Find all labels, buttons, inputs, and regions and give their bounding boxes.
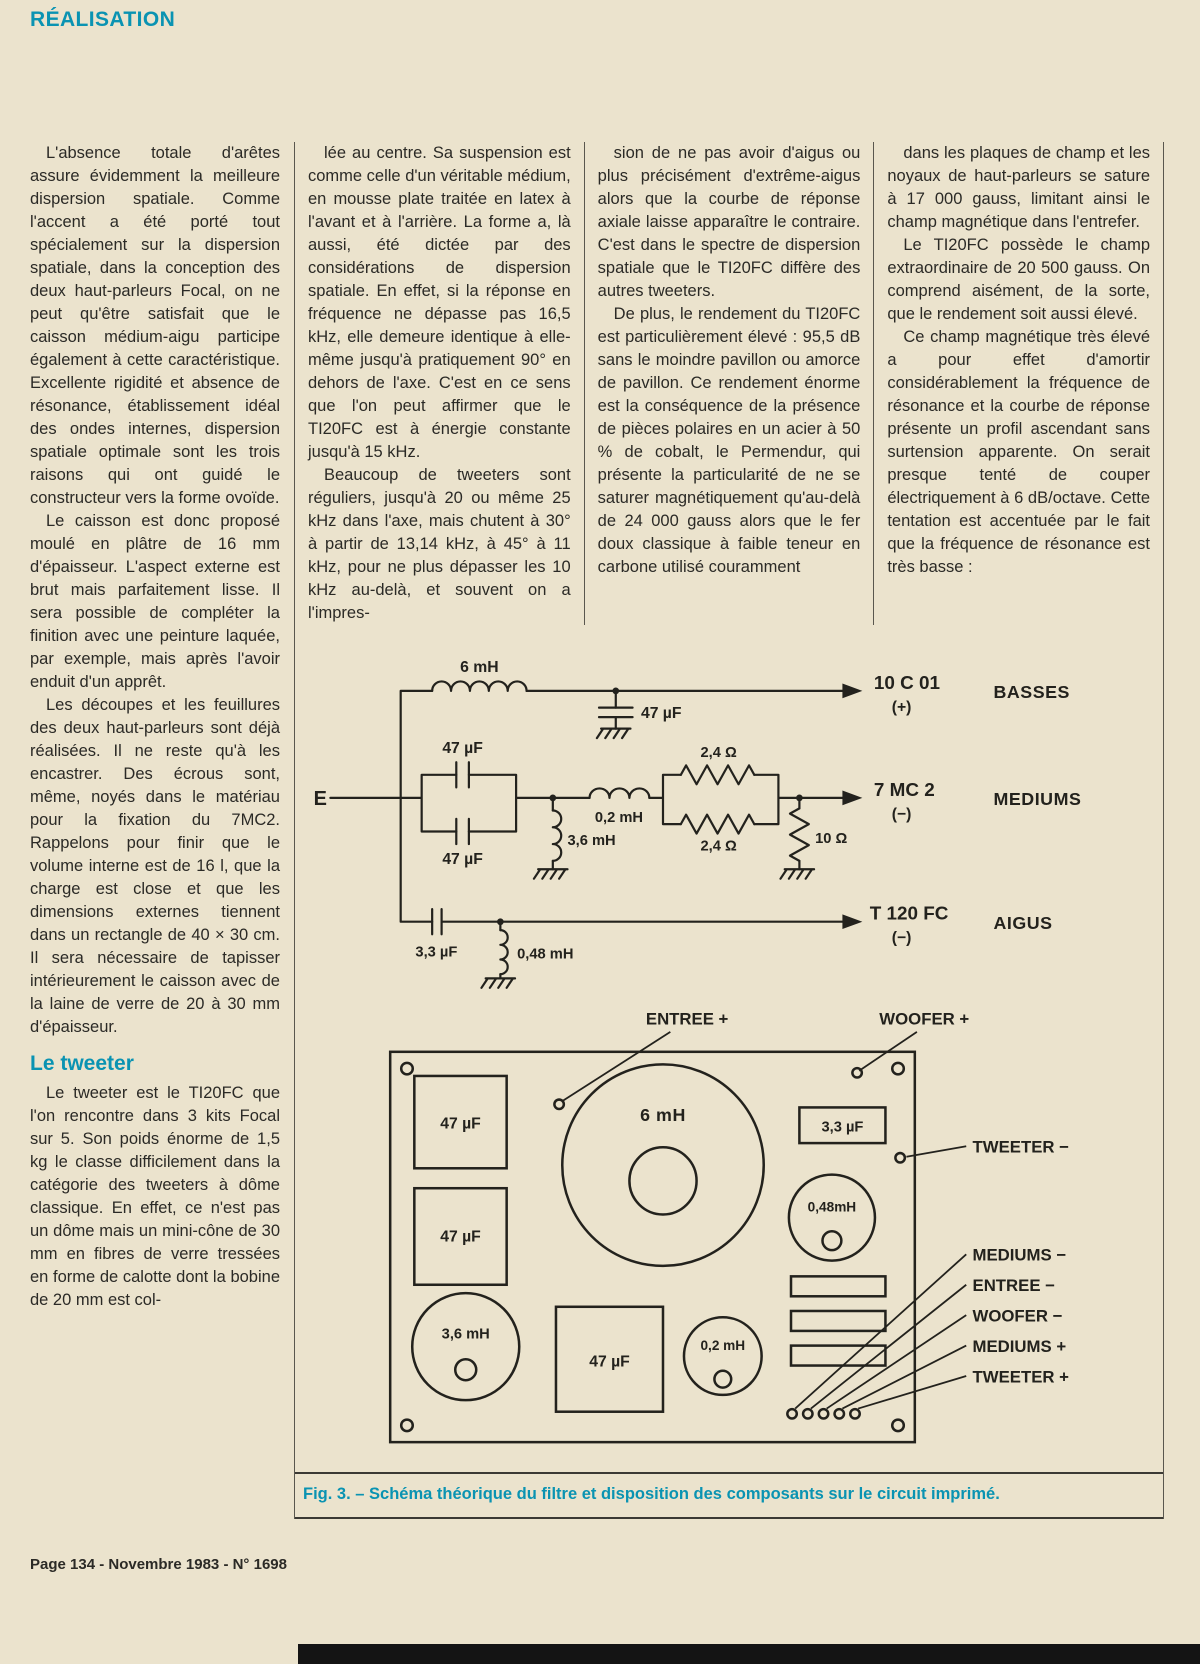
page-header: RÉALISATION [30, 8, 176, 31]
paragraph: Le tweeter est le TI20FC que l'on rencontre dans 3 kits Focal sur 5. Son poids énorme de 1,5 kg le classe difficilement dans la catégorie des tweeters à dôme classique. En effet, ce n'est pas un dôme mais un mini-cône de 30 mm en fibres de verre tressées en forme de calotte dont la bobine de 20 mm est col- [30, 1084, 280, 1309]
mid-cap-bottom-value: 47 µF [442, 850, 483, 868]
junction-dot [549, 795, 556, 802]
leader-lines-top [562, 1032, 917, 1101]
resistor-bar [791, 1311, 885, 1331]
tweeter-polarity: (−) [891, 929, 912, 947]
text-column-1 [30, 142, 294, 1312]
capacitor-47uf-a-label: 47 µF [440, 1115, 481, 1133]
pad-mediums-minus [787, 1409, 796, 1418]
text-columns-2-4 [295, 142, 1163, 625]
resistor-bar [791, 1276, 885, 1296]
filter-schematic [314, 659, 1082, 988]
pcb-label-tweeter-plus: TWEETER + [972, 1367, 1069, 1387]
pad-woofer-minus [819, 1409, 828, 1418]
input-label: E [313, 788, 327, 811]
paragraph: lée au centre. Sa suspension est comme celle d'un véritable médium, en mousse plate traitée en latex à l'avant et à l'arrière. La forme a, là aussi, été dictée par des considérations de dispersion spatiale. En effet, si la réponse en fréquence ne dépasse pas 16,5 kHz, elle demeure identique à elle-même jusqu'à pratiquement 90° en dehors de l'axe. C'est en ce sens que l'on peut affirmer que le TI20FC est à énergie constante jusqu'à 15 kHz. [308, 144, 571, 461]
paragraph: dans les plaques de champ et les noyaux de haut-parleurs se sature à 17 000 gauss, limitant ainsi le champ magnétique dans l'entrefer. [887, 144, 1151, 231]
coil-6mh-core [629, 1147, 696, 1214]
coil-02mh-core [714, 1371, 731, 1388]
scan-bottom-bar [298, 1644, 1200, 1664]
tweeter-output-label: T 120 FC [869, 903, 949, 925]
section-heading-tweeter: Le tweeter [30, 1052, 134, 1075]
coil-048mh [789, 1175, 875, 1261]
mounting-hole [401, 1420, 413, 1432]
pcb-label-woofer-minus: WOOFER − [972, 1306, 1063, 1326]
paragraph: Beaucoup de tweeters sont réguliers, jusqu'à 20 ou même 25 kHz dans l'axe, mais chutent à 30° à partir de 13,14 kHz, à 45° à 11 kHz, pour ne plus dépasser les 10 kHz au-delà, et souvent on a l'impres- [308, 466, 571, 622]
pad-tweeter-minus [895, 1153, 904, 1162]
tweeter-cap-value: 3,3 µF [415, 944, 458, 961]
pcb-label-mediums-plus: MEDIUMS + [972, 1336, 1067, 1356]
woofer-polarity: (+) [891, 698, 912, 716]
resistor-10 [790, 808, 809, 860]
mid-cap-top-value: 47 µF [442, 739, 483, 757]
text-column-2 [295, 142, 585, 625]
junction-dot [796, 795, 803, 802]
paragraph: Le TI20FC possède le champ extraordinaire de 20 500 gauss. On comprend aisément, de la sorte, que le rendement soit aussi élevé. [887, 236, 1151, 323]
pcb-layout [390, 1010, 1069, 1443]
pcb-label-entree-minus: ENTREE − [972, 1276, 1055, 1296]
inductor-6mh [432, 681, 526, 690]
inductor-02mh [590, 788, 650, 797]
mounting-hole [401, 1063, 413, 1075]
coil-048mh-label: 0,48mH [807, 1199, 857, 1215]
mid-polarity: (−) [891, 805, 912, 823]
section-aigus: AIGUS [993, 913, 1053, 934]
resistor-24-bottom [681, 815, 754, 834]
paragraph: sion de ne pas avoir d'aigus ou plus précisément d'extrême-aigus alors que la courbe de réponse axiale laisse apparaître le contraire. C'est dans le spectre de dispersion spatiale que le TI20FC diffère des autres tweeters. [597, 144, 861, 300]
page-footer: Page 134 - Novembre 1983 - N° 1698 [30, 1556, 287, 1573]
section-basses: BASSES [993, 682, 1070, 703]
paragraph: Les découpes et les feuillures des deux haut-parleurs sont déjà réalisées. Il ne reste qu'à les encastrer. Des écrous sont, même, noyés dans le matériau pour la fixation du 7MC2. Rappelons pour finir que le volume interne est de 16 l, que la charge est close et que les dimensions externes tiennent dans un rectangle de 40 × 30 cm. Il sera nécessaire de tapisser intérieurement le caisson avec de la laine de verre de 20 à 30 mm d'épaisseur. [30, 696, 280, 1036]
section-mediums: MEDIUMS [993, 789, 1082, 810]
text-column-3 [585, 142, 875, 625]
paragraph: Le caisson est donc proposé moulé en plâtre de 16 mm d'épaisseur. L'aspect externe est brut mais parfaitement lisse. Il sera possible de compléter la finition avec une peinture laquée, par exemple, mais après l'avoir enduit d'un apprêt. [30, 512, 280, 691]
capacitor-47uf-c-label: 47 µF [589, 1353, 630, 1371]
mid-resistor-bottom-value: 2,4 Ω [700, 838, 737, 855]
page-content [30, 142, 1164, 1519]
pad-tweeter-plus [850, 1409, 859, 1418]
mounting-hole [892, 1420, 904, 1432]
inductor-048mh [500, 930, 507, 974]
paragraph: L'absence totale d'arêtes assure évidemment la meilleure dispersion spatiale. Comme l'accent a été porté tout spécialement sur la dispersion spatiale, dans la conception des deux haut-parleurs Focal, on ne peut qu'être satisfait que le caisson médium-aigu participe également à cette caractéristique. Excellente rigidité et absence de résonance, établissement idéal des ondes internes, dispersion spatiale optimale sont les trois raisons qui ont guidé le constructeur vers la forme ovoïde. [30, 144, 280, 507]
coil-6mh-label: 6 mH [640, 1105, 686, 1126]
coil-6mh [562, 1064, 763, 1265]
woofer-cap-value: 47 µF [640, 705, 682, 723]
mid-series-coil-value: 0,2 mH [594, 810, 643, 827]
pcb-label-tweeter-minus: TWEETER − [972, 1137, 1069, 1157]
coil-36mh [412, 1293, 519, 1400]
pcb-label-woofer-plus: WOOFER + [879, 1009, 970, 1029]
pad-entree-plus [554, 1100, 563, 1109]
output-arrows [842, 684, 862, 930]
crossover-schematic-and-pcb-diagram [301, 651, 1153, 1464]
mid-output-label: 7 MC 2 [873, 779, 935, 801]
coil-36mh-label: 3,6 mH [441, 1326, 490, 1343]
pcb-label-entree-plus: ENTREE + [645, 1009, 729, 1029]
coil-02mh [684, 1317, 762, 1395]
figure-3 [295, 625, 1163, 1464]
mounting-hole [892, 1063, 904, 1075]
right-region [294, 142, 1164, 1519]
inductor-36mh [553, 810, 561, 860]
resistor-bar [791, 1346, 885, 1366]
junction-dot [612, 688, 619, 695]
resistor-24-top [681, 765, 754, 784]
paragraph: De plus, le rendement du TI20FC est particulièrement élevé : 95,5 dB sans le moindre pavillon ou amorce de pavillon. Ce rendement énorme est la conséquence de la présence de pièces polaires en un acier à 50 % de cobalt, le Permendur, qui présente la particularité de ne se saturer magnétiquement qu'au-delà de 24 000 gauss alors que le fer doux classique à faible teneur en carbone utilisé couramment [597, 305, 861, 576]
paragraph: Ce champ magnétique très élevé a pour effet d'amortir considérablement la fréquence de résonance et la courbe de réponse présente un profil ascendant sans surtension apparente. On serait presque tenté de couper électriquement à 6 dB/octave. Cette tentation est accentuée par le fait que la fréquence de résonance est très basse : [887, 328, 1151, 576]
capacitor-47uf-b-label: 47 µF [440, 1228, 481, 1246]
tweeter-shunt-coil-value: 0,48 mH [517, 946, 574, 963]
mid-resistor-top-value: 2,4 Ω [700, 744, 737, 761]
woofer-coil-value: 6 mH [460, 658, 499, 676]
mid-shunt-resistor-value: 10 Ω [815, 831, 848, 848]
mid-shunt-coil-value: 3,6 mH [567, 833, 616, 850]
coil-02mh-label: 0,2 mH [700, 1337, 746, 1353]
coil-36mh-core [455, 1359, 476, 1380]
capacitor-33uf-label: 3,3 µF [821, 1119, 864, 1136]
pad-mediums-plus [835, 1409, 844, 1418]
pad-woofer-plus [852, 1068, 861, 1077]
pcb-label-mediums-minus: MEDIUMS − [972, 1245, 1067, 1265]
coil-048mh-core [822, 1231, 841, 1250]
pad-entree-minus [803, 1409, 812, 1418]
junction-dot [497, 918, 504, 925]
woofer-output-label: 10 C 01 [873, 672, 941, 694]
text-column-4 [874, 142, 1163, 625]
figure-caption: Fig. 3. – Schéma théorique du filtre et disposition des composants sur le circuit imprimé. [295, 1472, 1163, 1519]
